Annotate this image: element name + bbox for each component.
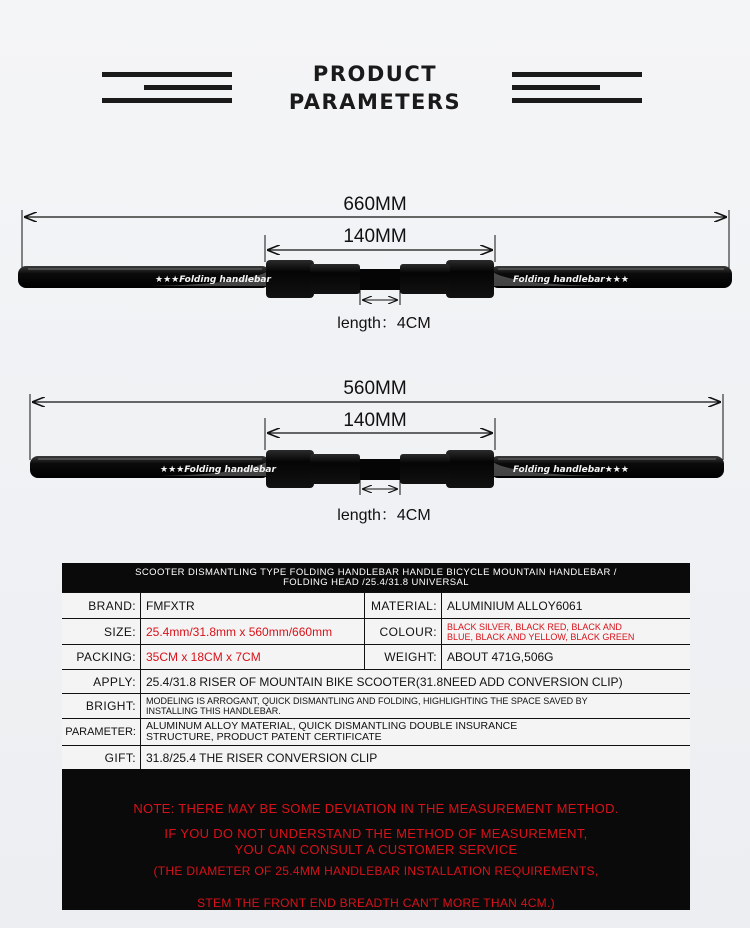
handlebar-660 [18, 260, 732, 298]
row-gift [62, 745, 690, 769]
spec-heading-line-1: SCOOTER DISMANTLING TYPE FOLDING HANDLEBAR HANDLE BICYCLE MOUNTAIN HANDLEBAR / [135, 567, 617, 578]
apply-label: APPLY: [62, 670, 141, 693]
brand-label: BRAND: [62, 593, 141, 618]
spec-table [62, 563, 690, 910]
size-value: 25.4mm/31.8mm x 560mm/660mm [141, 619, 365, 644]
title-line-2: PARAMETERS [288, 90, 462, 114]
colour-value [442, 619, 690, 644]
colour-line-2: BLUE, BLACK AND YELLOW, BLACK GREEN [447, 631, 635, 642]
title-decor-left [102, 72, 232, 111]
handlebar-560 [30, 450, 724, 488]
row-brand-material [62, 592, 690, 618]
clamp-width-label: 140MM [343, 226, 407, 247]
row-apply [62, 669, 690, 693]
apply-value: 25.4/31.8 RISER OF MOUNTAIN BIKE SCOOTER(31.8NEED ADD CONVERSION CLIP) [146, 674, 623, 689]
row-bright [62, 693, 690, 718]
row-size-colour [62, 618, 690, 644]
dimension-140 [265, 410, 495, 450]
note-line-4: (THE DIAMETER OF 25.4MM HANDLEBAR INSTALLATION REQUIREMENTS, [153, 864, 599, 878]
section-title [0, 60, 750, 120]
note-line-2: IF YOU DO NOT UNDERSTAND THE METHOD OF MEASUREMENT, [164, 826, 588, 841]
bright-label: BRIGHT: [62, 694, 141, 718]
total-width-label: 560MM [343, 378, 407, 399]
length-label: length：4CM [337, 507, 431, 524]
note-line-3: YOU CAN CONSULT A CUSTOMER SERVICE [234, 842, 518, 857]
brand-label-right: Folding handlebar★★★ [513, 275, 629, 285]
note-line-1: NOTE: THERE MAY BE SOME DEVIATION IN THE MEASUREMENT METHOD. [133, 801, 619, 816]
title-decor-right [512, 72, 642, 111]
brand-label-left: ★★★Folding handlebar [155, 275, 271, 285]
row-packing-weight [62, 644, 690, 669]
colour-line-1: BLACK SILVER, BLACK RED, BLACK AND [447, 621, 622, 632]
dimension-4cm [337, 290, 430, 332]
handlebar-660-diagram [0, 180, 750, 340]
parameter-line-2: STRUCTURE, PRODUCT PATENT CERTIFICATE [146, 731, 382, 743]
handlebar-560-diagram [0, 370, 750, 530]
row-parameter [62, 718, 690, 745]
dimension-140 [265, 226, 495, 262]
brand-label-left: ★★★Folding handlebar [160, 465, 276, 475]
material-value: ALUMINIUM ALLOY6061 [447, 598, 583, 613]
spec-heading-line-2: FOLDING HEAD /25.4/31.8 UNIVERSAL [283, 577, 469, 588]
length-label: length：4CM [337, 315, 431, 332]
colour-label: COLOUR: [365, 619, 442, 644]
size-label: SIZE: [62, 619, 141, 644]
title-line-1: PRODUCT [312, 62, 438, 86]
total-width-label: 660MM [343, 194, 407, 215]
packing-value: 35CM x 18CM x 7CM [141, 645, 365, 669]
brand-value: FMFXTR [141, 593, 365, 618]
note-line-5: STEM THE FRONT END BREADTH CAN'T MORE THAN 4CM.) [197, 896, 555, 910]
gift-label: GIFT: [62, 746, 141, 769]
bright-line-1: MODELING IS ARROGANT, QUICK DISMANTLING AND FOLDING, HIGHLIGHTING THE SPACE SAVED BY [146, 696, 588, 706]
weight-value: ABOUT 471G,506G [447, 650, 554, 664]
parameter-label: PARAMETER: [62, 719, 141, 745]
bright-value [141, 694, 690, 718]
brand-label-right: Folding handlebar★★★ [513, 465, 629, 475]
dimension-4cm [337, 480, 430, 524]
gift-value: 31.8/25.4 THE RISER CONVERSION CLIP [146, 750, 378, 765]
page-title [270, 60, 480, 116]
spec-heading [62, 563, 690, 592]
packing-label: PACKING: [62, 645, 141, 669]
clamp-width-label: 140MM [343, 410, 407, 431]
material-label: MATERIAL: [365, 593, 442, 618]
bright-line-2: INSTALLING THIS HANDLEBAR. [146, 706, 281, 716]
parameter-line-1: ALUMINUM ALLOY MATERIAL, QUICK DISMANTLING DOUBLE INSURANCE [146, 720, 518, 732]
parameter-value [141, 719, 690, 745]
weight-label: WEIGHT: [365, 645, 442, 669]
